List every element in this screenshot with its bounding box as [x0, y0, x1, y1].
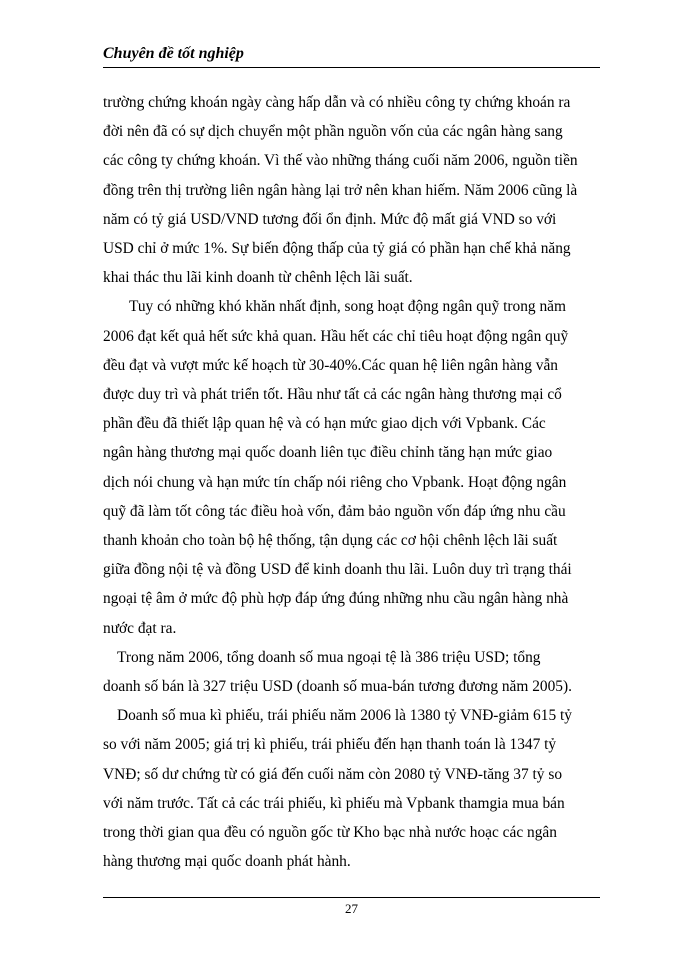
text-line: phần đều đã thiết lập quan hệ và có hạn mức giao dịch với Vpbank. Các [103, 415, 546, 433]
text-line: trường chứng khoán ngày càng hấp dẫn và có nhiều công ty chứng khoán ra [103, 94, 571, 111]
text-line: Tuy có những khó khăn nhất định, song hoạt động ngân quỹ trong năm [129, 298, 566, 316]
paragraph-2 [103, 292, 600, 642]
text-line: Trong năm 2006, tổng doanh số mua ngoại tệ là 386 triệu USD; tổng [117, 648, 541, 666]
text-line: thanh khoản cho toàn bộ hệ thống, tận dụng các cơ hội chênh lệch lãi suất [103, 532, 558, 550]
paragraph-3 [103, 643, 600, 701]
text-line: so với năm 2005; giá trị kì phiếu, trái phiếu đến hạn thanh toán là 1347 tỷ [103, 736, 557, 754]
text-line: dịch nói chung và hạn mức tín chấp nói riêng cho Vpbank. Hoạt động ngân [103, 473, 567, 491]
text-line: đồng trên thị trường liên ngân hàng lại trở nên khan hiếm. Năm 2006 cũng là [103, 181, 578, 199]
text-line: hàng thương mại quốc doanh phát hành. [103, 853, 351, 871]
text-line: ngoại tệ âm ở mức độ phù hợp đáp ứng đúng những nhu cầu ngân hàng nhà [103, 590, 569, 608]
text-line: khai thác thu lãi kinh doanh từ chênh lệch lãi suất. [103, 269, 413, 287]
text-line: VNĐ; số dư chứng từ có giá đến cuối năm còn 2080 tỷ VNĐ-tăng 37 tỷ so [103, 765, 563, 783]
page-number: 27 [345, 901, 358, 916]
text-line: doanh số bán là 327 triệu USD (doanh số mua-bán tương đương năm 2005). [103, 678, 572, 696]
text-line: giữa đồng nội tệ và đồng USD để kinh doanh thu lãi. Luôn duy trì trạng thái [103, 561, 572, 579]
paragraph-4 [103, 701, 600, 876]
text-line: USD chỉ ở mức 1%. Sự biến động thấp của tỷ giá có phần hạn chế khả năng [103, 240, 571, 258]
text-line: các công ty chứng khoán. Vì thế vào những tháng cuối năm 2006, nguồn tiền [103, 152, 578, 170]
text-line: ngân hàng thương mại quốc doanh liên tục điều chỉnh tăng hạn mức giao [103, 444, 553, 462]
text-line: năm có tỷ giá USD/VND tương đối ổn định. Mức độ mất giá VND so với [103, 210, 557, 228]
text-line: được duy trì và phát triển tốt. Hầu như tất cả các ngân hàng thương mại cổ [103, 386, 562, 404]
text-line: đời nên đã có sự dịch chuyển một phần nguồn vốn của các ngân hàng sang [103, 123, 563, 141]
text-line: trong thời gian qua đều có nguồn gốc từ Kho bạc nhà nước hoạc các ngân [103, 824, 557, 842]
text-line: Doanh số mua kì phiếu, trái phiếu năm 2006 là 1380 tỷ VNĐ-giảm 615 tỷ [117, 707, 572, 725]
page-header [103, 45, 600, 68]
text-line: nước đạt ra. [103, 619, 177, 637]
text-line: quỹ đã làm tốt công tác điều hoà vốn, đảm bảo nguồn vốn đáp ứng nhu cầu [103, 502, 566, 520]
text-line: đều đạt và vượt mức kế hoạch từ 30-40%.Các quan hệ liên ngân hàng vẫn [103, 356, 558, 374]
document-body [103, 88, 600, 876]
page-footer [103, 897, 600, 916]
header-title: Chuyên đề tốt nghiệp [103, 45, 244, 62]
text-line: 2006 đạt kết quả hết sức khả quan. Hầu hết các chỉ tiêu hoạt động ngân quỹ [103, 327, 569, 345]
paragraph-1 [103, 88, 600, 292]
text-line: với năm trước. Tất cả các trái phiếu, kì phiếu mà Vpbank thamgia mua bán [103, 794, 565, 812]
